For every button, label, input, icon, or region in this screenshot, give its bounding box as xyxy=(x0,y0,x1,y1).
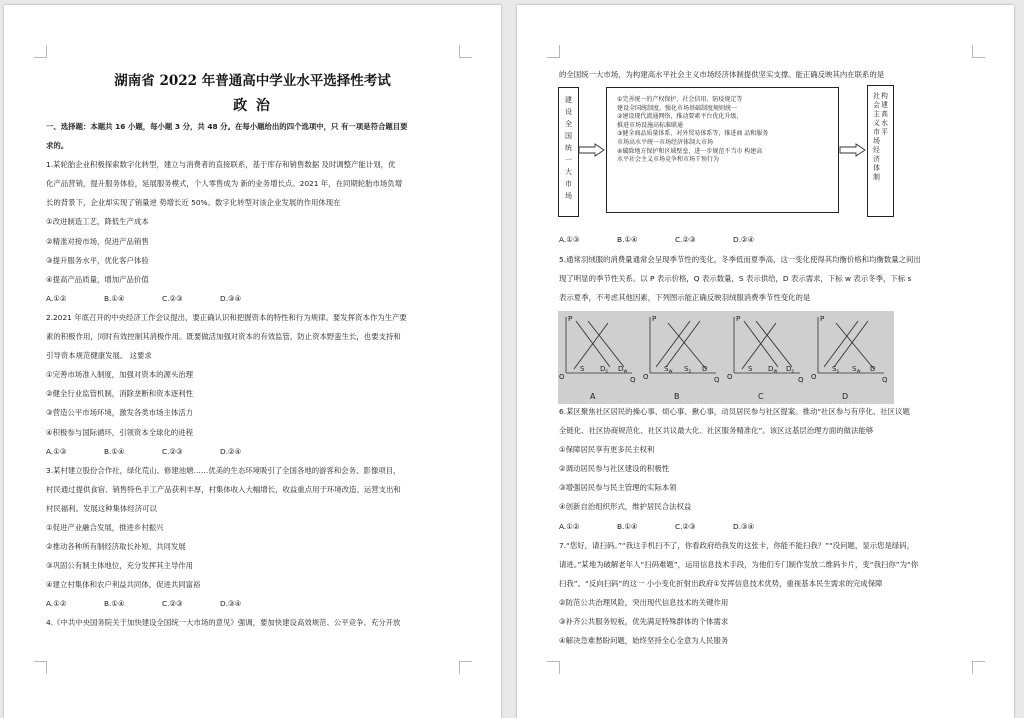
page-2-line: ②调动居民参与社区建设的积极性 xyxy=(559,464,670,474)
graph-origin-label: O xyxy=(559,373,565,381)
page-1-line: 化产品营销，提升服务体验，延展服务模式，个人零售成为 新的业务增长点。2021 年，在同期轮胎市场负增 xyxy=(46,179,403,189)
page-2-line: ①保障居民享有更多民主权利 xyxy=(559,445,655,455)
option-choice: D.②④ xyxy=(733,235,755,244)
page-1-line: ②推动各种所有制经济取长补短、共同发展 xyxy=(46,542,186,552)
option-choice: A.①③ xyxy=(559,235,580,244)
option-choice: C.②③ xyxy=(675,521,696,531)
q5-line: 表示夏季，不考虑其他因素，下列图示能正确反映羽绒服消费季节性变化的是 xyxy=(559,293,811,303)
graph-q-label: Q xyxy=(882,376,888,384)
option-choice: B.①④ xyxy=(104,599,125,609)
graph-origin-label: O xyxy=(811,373,817,381)
flowchart-right-box xyxy=(867,85,894,217)
option-choice: D.③④ xyxy=(220,599,242,609)
option-choice: B.①④ xyxy=(104,446,125,456)
crop-mark xyxy=(34,661,47,674)
page-2-body xyxy=(559,402,987,650)
page-2-line: 全链化、社区协商规范化、社区共议最大化、社区服务精准化”。该区这基层治理方面的做法能够 xyxy=(559,426,874,436)
graph-curve-label: S xyxy=(748,365,753,373)
flowchart-line: 水平社会主义市场竞争和市场干预行为 xyxy=(617,156,720,164)
page-1-line: ③提升服务水平，优化客户体验 xyxy=(46,255,149,265)
graph-curve xyxy=(742,323,776,369)
flowchart-line: 建设全国统制度，强化市场基础制度规则统一 xyxy=(617,104,738,112)
arrow-right-icon xyxy=(578,143,606,157)
page-1 xyxy=(4,5,501,718)
graph-curve-label: D xyxy=(870,365,876,373)
page-1-line: 长的背景下，企业却实现了销量逆 势增长近 50%。数字化转型对该企业发展的作用体现在 xyxy=(46,198,341,208)
option-choice: B.①④ xyxy=(104,293,125,303)
graph-curve xyxy=(834,321,868,367)
option-choice: D.②④ xyxy=(220,446,242,456)
option-choice: A.①② xyxy=(46,293,67,303)
graph-curve xyxy=(836,323,874,369)
q4-intro-text: 的全国统一大市场，为构建高水平社会主义市场经济体制提供坚实支撑。能正确反映其内在联系的是 xyxy=(559,70,885,79)
graph-p-label: P xyxy=(820,315,825,323)
graph-p-label: P xyxy=(568,315,573,323)
option-choice: B.①④ xyxy=(617,235,638,244)
option-choice: A.①② xyxy=(559,521,580,531)
graph-curve-label: $S_w$ xyxy=(664,365,673,375)
graph-p-label: P xyxy=(736,315,741,323)
page-2-line: ④解决急难愁盼问题，始终坚持全心全意为人民服务 xyxy=(559,636,729,646)
crop-mark xyxy=(459,661,472,674)
graphs-svg xyxy=(558,311,894,404)
page-1-body xyxy=(46,117,474,633)
page-2-line: ②防范公共治理风险，突出现代信息技术的关键作用 xyxy=(559,597,729,607)
graph-option-label: D xyxy=(842,392,849,401)
graph-origin-label: O xyxy=(643,373,649,381)
page-1-line: ②精准对接市场，促进产品销售 xyxy=(46,236,149,246)
exam-title: 湖南省 2022 年普通高中学业水平选择性考试 xyxy=(114,73,391,89)
page-1-line: ④建立村集体和农户利益共同体，促进共同富裕 xyxy=(46,580,201,590)
page-1-line: ②健全行业监管机制，消除垄断和资本逐利性 xyxy=(46,389,194,399)
q4-options xyxy=(559,230,987,249)
option-choice: C.②③ xyxy=(162,599,183,609)
flowchart-line: ①完善统一的产权保护、社会信用、防疫规定等 xyxy=(617,96,743,103)
graph-option-label: A xyxy=(590,392,596,401)
page-2-line: ③增强居民参与民主管理的实际本领 xyxy=(559,483,677,493)
flowchart-right-column: 社会主义市场经济体制 xyxy=(873,92,880,181)
graph-curve-label: $D_s$ xyxy=(600,365,608,375)
graph-curve-label: $D_w$ xyxy=(768,365,778,375)
option-row xyxy=(46,442,474,461)
flowchart-middle-box xyxy=(606,87,839,213)
page-1-line: 村民福利。发展这种集体经济可以 xyxy=(46,503,157,513)
graph-option-label: B xyxy=(674,392,680,401)
page-2-line: 扫我”。“反向扫码”的这一 小小变化折射出政府①发挥信息技术优势，重视基本民生需求的完成保障 xyxy=(559,578,883,588)
page-1-line: 素的积极作用，同时有效控制其消极作用。既要做活加强对资本的有效监管，防止资本野蛮生长，也要支持和 xyxy=(46,332,401,342)
exam-subject: 政 治 xyxy=(233,98,272,114)
page-1-line: 求的。 xyxy=(46,141,69,151)
page-2-line: 请进。”某地为破解老年人“扫码难题”，运用信息技术手段，为他们专门制作发放二维码卡片，变“我扫你”为“你 xyxy=(559,559,919,569)
flowchart-right-column: 构建高水平 xyxy=(881,92,888,136)
option-choice: C.②③ xyxy=(162,446,183,456)
graph-p-label: P xyxy=(652,315,657,323)
page-1-line: ①促进产业融合发展，推进乡村振兴 xyxy=(46,522,164,532)
crop-mark xyxy=(972,45,985,58)
page-1-line: 2.2021 年底召开的中央经济工作会议提出，要正确认识和把握资本的特性和行为规律。要发挥资本作为生产要 xyxy=(46,312,407,322)
flowchart-right-text xyxy=(873,92,889,182)
graph-curve-label: $S_s$ xyxy=(684,365,692,375)
flowchart-line: ③健全商品质量体系、对外贸易体系等，推进商 品和服务 xyxy=(617,130,769,138)
flowchart-line: ②建设现代流通网络，推动要素平台优化升级， xyxy=(617,113,743,121)
flowchart-line: 推进市场设施高标准联通 xyxy=(617,121,684,129)
page-1-line: 1.某轮胎企业积极探索数字化转型，建立与消费者的直接联系，基于库存和销售数据 及时调整产能计划，优 xyxy=(46,160,396,170)
graph-curve-label: D xyxy=(702,365,708,373)
supply-demand-graphs-photo xyxy=(558,311,894,404)
graph-curve-label: $D_s$ xyxy=(786,365,794,375)
page-1-line: ④提高产品质量，增加产品价值 xyxy=(46,274,149,284)
graph-curve-label: S xyxy=(580,365,585,373)
page-1-line: ③巩固公有制主体地位，充分发挥其主导作用 xyxy=(46,561,194,571)
q5-line: 现了明显的季节性关系。以 P 表示价格，Q 表示数量，S 表示供给，D 表示需求，下标 w 表示冬季，下标 s xyxy=(559,274,912,284)
graph-curve-label: $D_w$ xyxy=(618,365,628,375)
page-1-line: 4.《中共中央国务院关于加快建设全国统一大市场的意见》强调，要加快建设高效规范、公平竞争、充分开放 xyxy=(46,618,401,628)
crop-mark xyxy=(34,45,47,58)
option-row xyxy=(46,289,474,308)
option-choice: D.③④ xyxy=(220,293,242,303)
option-choice: A.①③ xyxy=(46,446,67,456)
page-2 xyxy=(517,5,1014,718)
crop-mark xyxy=(972,661,985,674)
q4-intro xyxy=(559,65,987,84)
page-1-line: 村民通过提供食宿、销售特色手工产品获利丰厚，村集体收入大幅增长，收益重点用于环境改造、运营支出和 xyxy=(46,484,401,494)
option-choice: D.③④ xyxy=(733,521,755,531)
flowchart-line: 市场高水平统一市场经济体制大市场 xyxy=(617,138,714,146)
arrow-right-icon xyxy=(839,143,867,157)
graph-q-label: Q xyxy=(714,376,720,384)
graph-origin-label: O xyxy=(727,373,733,381)
flowchart-left-box xyxy=(558,87,579,217)
crop-mark xyxy=(547,45,560,58)
page-1-line: 3.某村建立股份合作社，绿化荒山、修建池塘……优美的生态环境吸引了全国各地的游客和会务、影像项目， xyxy=(46,465,401,475)
option-choice: A.①② xyxy=(46,599,67,609)
crop-mark xyxy=(547,661,560,674)
option-choice: C.②③ xyxy=(162,293,183,303)
graph-q-label: Q xyxy=(798,376,804,384)
page-1-line: ④积极参与国际循环，引领资本全球化的进程 xyxy=(46,427,194,437)
page-1-line: ①完善市场准入制度，加强对资本的源头治理 xyxy=(46,370,194,380)
graph-q-label: Q xyxy=(630,376,636,384)
q5-line: 5.通常羽绒服的消费量通常会呈现季节性的变化，冬季低而夏季高，这一变化使得其均衡价格和均衡数量之间出 xyxy=(559,255,921,264)
graph-curve-label: $S_w$ xyxy=(852,365,861,375)
flowchart-middle-text xyxy=(607,88,838,165)
page-1-line: 引导资本规范健康发展。 这要求 xyxy=(46,351,152,361)
page-1-line: 一、选择题：本题共 16 小题，每小题 3 分，共 48 分。在每小题给出的四个选项中，只 有一项是符合题目要 xyxy=(46,122,408,131)
option-choice: C.②③ xyxy=(675,235,696,244)
q4-option-row xyxy=(559,230,987,249)
graph-curve-label: $S_s$ xyxy=(832,365,840,375)
flowchart-line: ④破除地方保护和区域壁垒，进一步规范不当市 构建高 xyxy=(617,147,763,155)
page-1-line: ③营造公平市场环境，激发各类市场主体活力 xyxy=(46,408,194,418)
option-row xyxy=(46,594,474,613)
graph-curve xyxy=(574,323,608,369)
page-2-line: 7.“您好，请扫码。”“我这手机扫不了，你看政府给我发的这张卡，你能不能扫我？”“没问题，显示您是绿码， xyxy=(559,540,915,550)
page-2-line: 6.某区聚焦社区居民的操心事、烦心事、揪心事，动员居民参与社区提案。推动“社区参与有序化、社区议题 xyxy=(559,407,910,416)
option-choice: B.①④ xyxy=(617,521,638,531)
page-2-line: ④创新自治组织形式，维护居民合法权益 xyxy=(559,502,692,512)
graph-option-label: C xyxy=(758,392,764,401)
flowchart-left-text: 建设全国统一大市场 xyxy=(565,96,572,200)
graph-curve xyxy=(666,321,700,367)
crop-mark xyxy=(459,45,472,58)
page-1-line: ①改进制造工艺，降低生产成本 xyxy=(46,217,149,227)
option-row xyxy=(559,517,987,536)
graph-curve xyxy=(668,323,706,369)
q5-stem xyxy=(559,250,987,307)
page-2-line: ③补齐公共服务短板，优先满足特殊群体的个体需求 xyxy=(559,617,729,627)
